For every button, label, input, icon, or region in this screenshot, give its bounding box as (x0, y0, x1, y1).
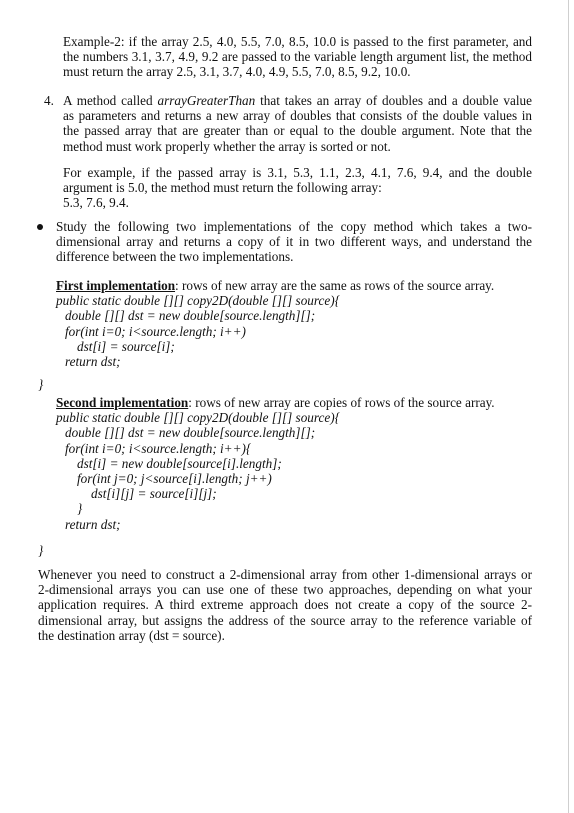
study-line-1: Study the following two implementations of the copy method which takes a two- (56, 219, 532, 234)
closing-line-5: the destination array (dst = source). (38, 627, 225, 643)
code-line: public static double [][] copy2D(double [][] source){ (56, 293, 340, 309)
item-4-example-paragraph (63, 165, 532, 211)
item-4-line-3: the passed array that are greater than or equal to the double argument. Note that the (63, 123, 532, 139)
example-2-line-1: Example-2: if the array 2.5, 4.0, 5.5, 7.0, 8.5, 10.0 is passed to the first parameter, and (63, 34, 532, 49)
code-line: dst[i][j] = source[i][j]; (91, 486, 217, 502)
first-implementation-closing-brace: } (38, 377, 44, 392)
item-4-line-1-pre: A method called (63, 93, 158, 108)
item-4-line-1-post: that takes an array of doubles and a double value (255, 93, 532, 108)
code-line: return dst; (65, 354, 121, 370)
first-implementation-title: First implementation (56, 278, 176, 293)
page-right-border (568, 0, 569, 813)
code-line: dst[i] = source[i]; (77, 338, 175, 354)
study-paragraph (56, 219, 532, 265)
second-implementation-title: Second implementation (56, 395, 189, 410)
item-4-paragraph (63, 93, 532, 154)
second-implementation-description: : rows of new array are copies of rows of the source array. (188, 395, 495, 410)
code-line: for(int i=0; i<source.length; i++) (65, 323, 246, 339)
item-4-example-line-3: 5.3, 7.6, 9.4. (63, 195, 129, 211)
example-2-line-3: must return the array 2.5, 3.1, 3.7, 4.0, 4.9, 5.5, 7.0, 8.5, 9.2, 10.0. (63, 64, 411, 80)
item-4-line-2: as parameters and returns a new array of doubles that consists of the double values in (63, 108, 532, 124)
item-4-number: 4. (44, 93, 54, 108)
code-line: double [][] dst = new double[source.length][]; (65, 425, 316, 441)
second-implementation-block (56, 395, 532, 532)
code-line: for(int i=0; i<source.length; i++){ (65, 440, 252, 456)
item-4-example-line-2: argument is 5.0, the method must return the following array: (63, 180, 382, 196)
item-4-example-line-1: For example, if the passed array is 3.1, 5.3, 1.1, 2.3, 4.1, 7.6, 9.4, and the double (63, 165, 532, 180)
code-line: for(int j=0; j<source[i].length; j++) (77, 471, 272, 487)
item-4-line-1 (63, 93, 532, 108)
closing-paragraph (38, 567, 532, 643)
code-line: return dst; (65, 516, 121, 532)
code-line: dst[i] = new double[source[i].length]; (77, 455, 282, 471)
code-line: public static double [][] copy2D(double [][] source){ (56, 410, 340, 426)
first-implementation-block (56, 278, 532, 369)
code-line: } (77, 501, 83, 517)
second-implementation-heading (56, 395, 532, 410)
closing-line-2: 2-dimensional arrays you can use one of these two approaches, depending on what your (38, 582, 532, 598)
study-line-2: dimensional array and returns a copy of it in two different ways, and understand the (56, 234, 532, 250)
closing-line-1: Whenever you need to construct a 2-dimensional array from other 1-dimensional arrays or (38, 567, 532, 582)
study-line-3: difference between the two implementations. (56, 249, 294, 265)
item-4-line-4: method must work properly whether the array is sorted or not. (63, 138, 391, 154)
example-2-paragraph (63, 34, 532, 80)
code-line: double [][] dst = new double[source.length][]; (65, 308, 316, 324)
closing-line-4: dimensional array, but assigns the address of the source array to the reference variable of (38, 612, 532, 628)
second-implementation-closing-brace: } (38, 543, 44, 558)
first-implementation-heading (56, 278, 532, 293)
first-implementation-description: : rows of new array are the same as rows of the source array. (175, 278, 495, 293)
method-name-array-greater-than: arrayGreaterThan (157, 93, 256, 108)
example-2-line-2: the numbers 3.1, 3.7, 4.9, 9.2 are passed to the variable length argument list, the method (63, 49, 532, 65)
bullet-icon (37, 224, 43, 230)
closing-line-3: application requires. A third extreme approach does not create a copy of the source 2- (38, 597, 532, 613)
